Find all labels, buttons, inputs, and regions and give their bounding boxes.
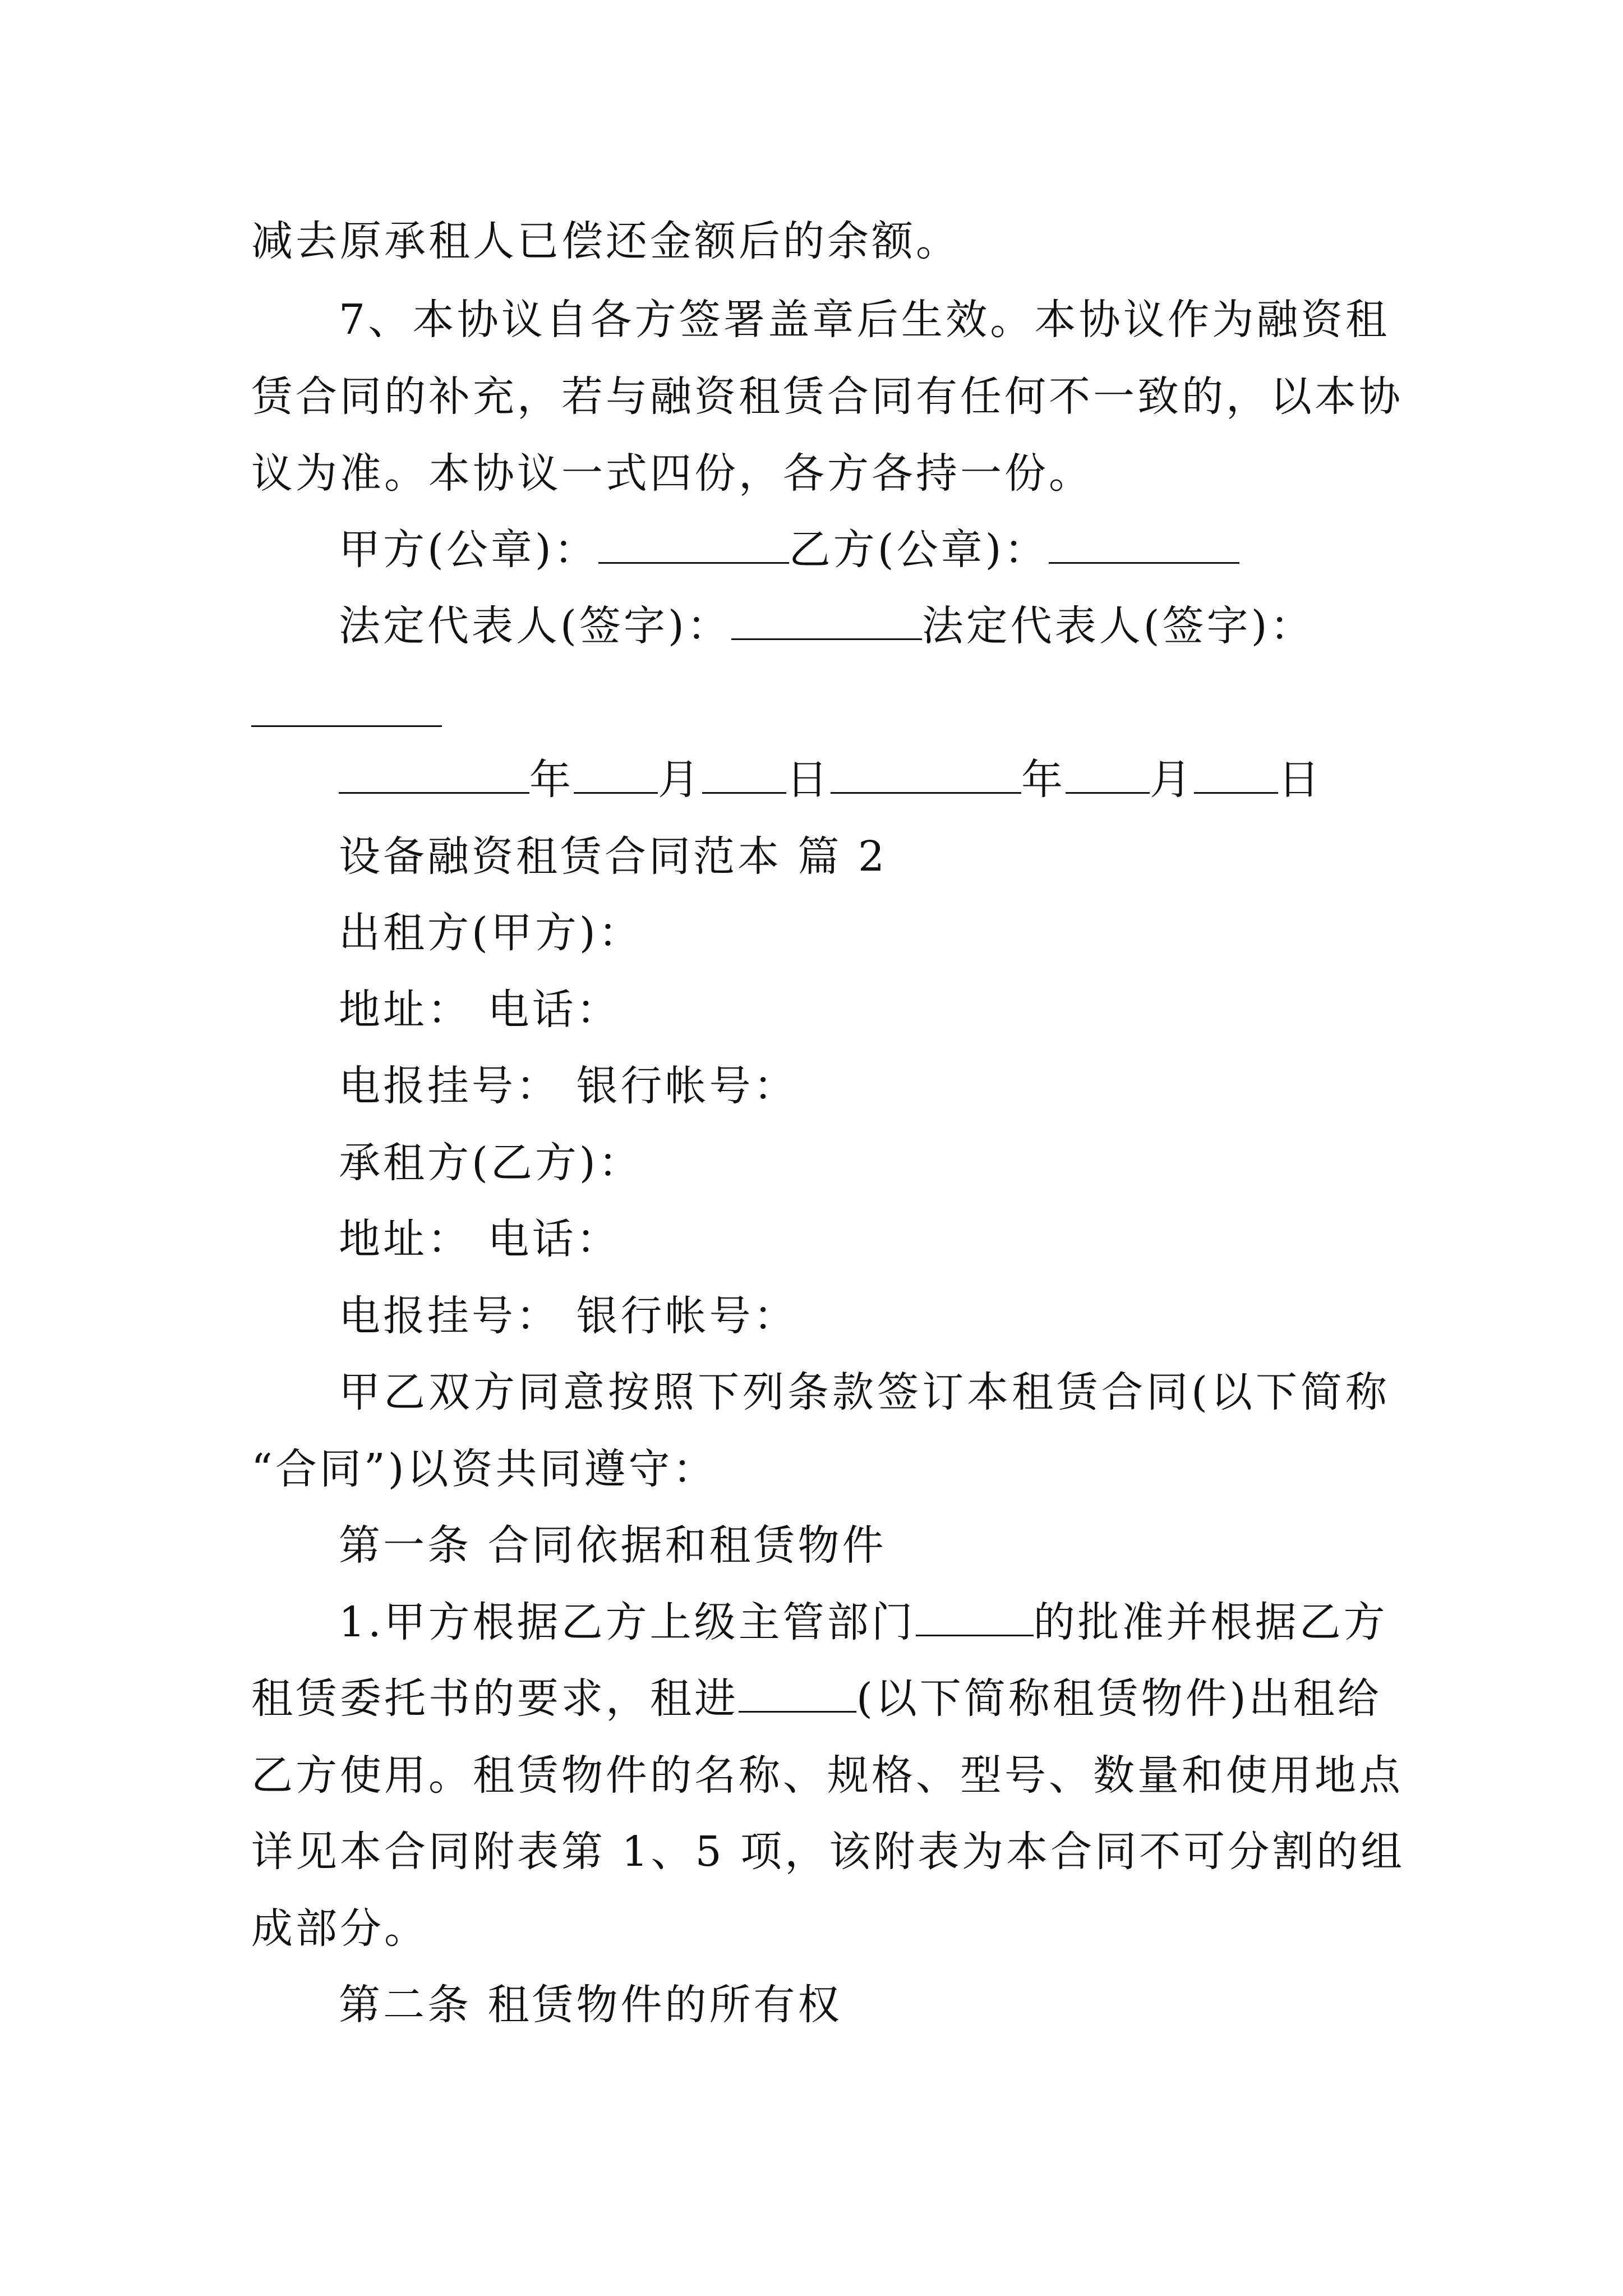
legal-rep-a-label: 法定代表人(签字)： (339, 602, 731, 650)
month-b-blank[interactable] (1066, 758, 1150, 794)
year-b-blank[interactable] (831, 758, 1021, 794)
department-blank[interactable] (916, 1601, 1034, 1636)
lessee-address: 地址： 电话： (339, 1215, 621, 1263)
year-a-label: 年 (529, 756, 574, 804)
day-a-blank[interactable] (702, 758, 786, 794)
lessor-label: 出租方(甲方)： (339, 909, 643, 957)
article-1-title: 第一条 合同依据和租赁物件 (339, 1521, 887, 1570)
article-1-text: (以下简称租赁物件)出租给 (856, 1674, 1382, 1723)
article-1-text: 租赁委托书的要求，租进 (251, 1674, 739, 1723)
day-a-label: 日 (786, 756, 831, 804)
lessor-address: 地址： 电话： (339, 986, 621, 1034)
month-a-label: 月 (658, 756, 702, 804)
legal-rep-a-blank[interactable] (731, 605, 922, 640)
lessee-label: 承租方(乙方)： (339, 1139, 643, 1187)
party-a-seal-label: 甲方(公章)： (339, 526, 598, 574)
article-1-line: 成部分。 (251, 1904, 428, 1953)
article-1-text: 1.甲方根据乙方上级主管部门 (339, 1598, 916, 1646)
intro-line: “合同”)以资共同遵守： (251, 1445, 717, 1493)
year-b-label: 年 (1021, 756, 1066, 804)
party-b-seal-blank[interactable] (1049, 528, 1239, 564)
lessee-bank: 电报挂号： 银行帐号： (339, 1292, 798, 1340)
paragraph-line: 减去原承租人已偿还金额后的余额。 (251, 217, 960, 265)
article-1-line (339, 1583, 1390, 1662)
year-a-blank[interactable] (339, 758, 529, 794)
party-a-seal-blank[interactable] (598, 528, 789, 564)
article-1-line: 乙方使用。租赁物件的名称、规格、型号、数量和使用地点 (251, 1751, 1403, 1800)
party-b-seal-label: 乙方(公章)： (789, 526, 1049, 574)
paragraph-line: 赁合同的补充，若与融资租赁合同有任何不一致的，以本协 (251, 372, 1403, 421)
legal-rep-b-blank[interactable] (251, 725, 442, 727)
article-1-line: 详见本合同附表第 1、5 项，该附表为本合同不可分割的组 (251, 1828, 1405, 1876)
legal-rep-line (339, 587, 1390, 665)
article-1-text: 的批准并根据乙方 (1033, 1598, 1388, 1646)
legal-rep-b-label: 法定代表人(签字)： (921, 602, 1315, 650)
month-a-blank[interactable] (574, 758, 658, 794)
article-1-line (251, 1659, 1390, 1738)
date-line (339, 740, 1390, 819)
intro-line: 甲乙双方同意按照下列条款签订本租赁合同(以下简称 (339, 1368, 1390, 1416)
section-title: 设备融资租赁合同范本 篇 2 (339, 832, 888, 881)
article-2-title: 第二条 租赁物件的所有权 (339, 1981, 842, 2029)
paragraph-line: 议为准。本协议一式四份，各方各持一份。 (251, 449, 1093, 498)
day-b-label: 日 (1278, 756, 1322, 804)
lease-item-blank[interactable] (739, 1677, 856, 1713)
lessor-bank: 电报挂号： 银行帐号： (339, 1062, 798, 1110)
day-b-blank[interactable] (1194, 758, 1278, 794)
month-b-label: 月 (1150, 756, 1194, 804)
paragraph-line: 7、本协议自各方签署盖章后生效。本协议作为融资租 (339, 296, 1390, 344)
seal-line (339, 510, 1390, 589)
